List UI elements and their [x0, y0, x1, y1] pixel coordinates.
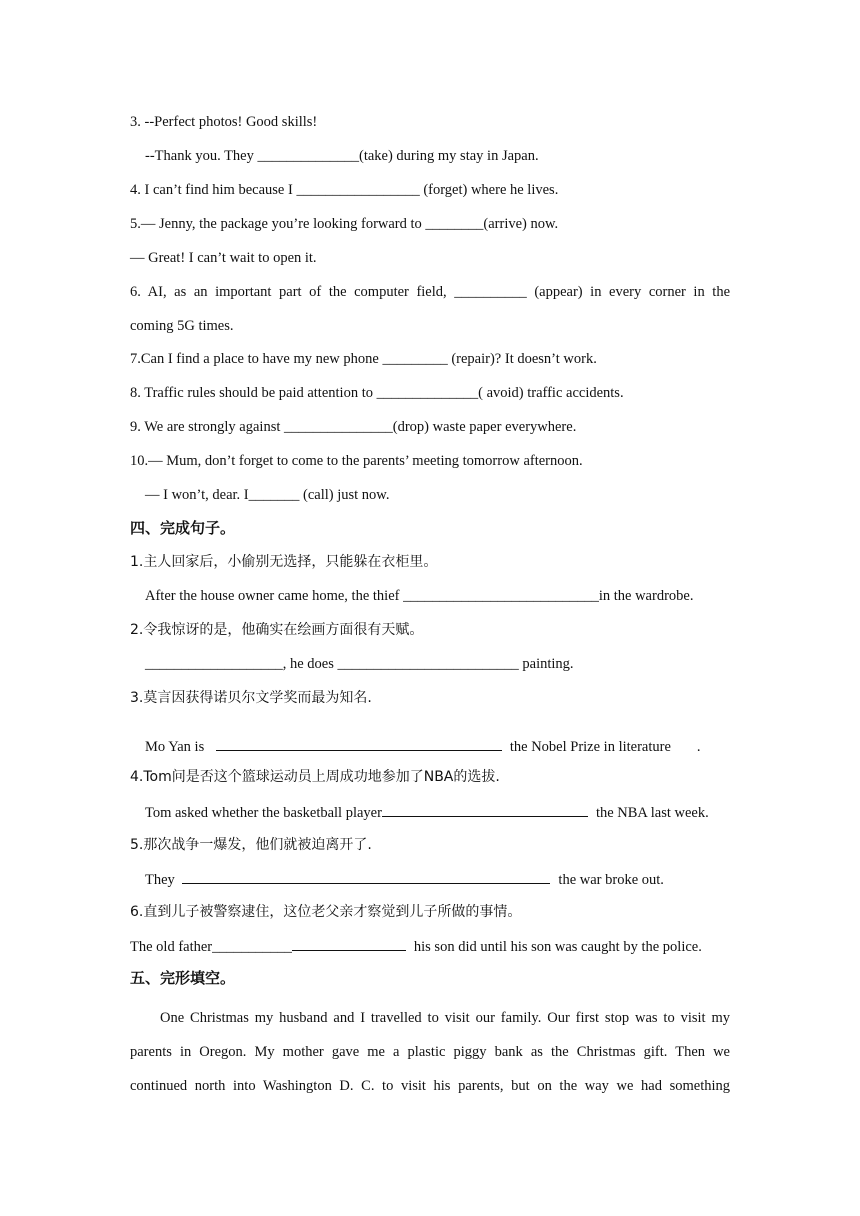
blank-q5[interactable]: ________	[425, 216, 484, 232]
blank-s2b[interactable]: _________________________	[337, 656, 519, 672]
question-5-reply: — Great! I can’t wait to open it.	[130, 250, 317, 266]
cloze-line-2: parents in Oregon. My mother gave me a plastic piggy bank as the Christmas gift. Then we	[130, 1044, 730, 1060]
blank-s2a[interactable]: ___________________	[145, 656, 283, 672]
question-6-line2: coming 5G times.	[130, 318, 234, 334]
blank-q10[interactable]: _______	[248, 487, 300, 503]
question-6-line1: 6. AI, as an important part of the computer field, __________ (appear) in every corner in the	[130, 284, 731, 300]
question-10-reply: — I won’t, dear. I_______ (call) just now.	[145, 487, 390, 503]
question-4: 4. I can’t find him because I _________________ (forget) where he lives.	[130, 182, 559, 198]
cloze-line-1: One Christmas my husband and I travelled to visit our family. Our first stop was to visit my	[160, 1010, 730, 1026]
blank-s6a[interactable]: ___________	[212, 939, 292, 955]
question-7: 7.Can I find a place to have my new phone _________ (repair)? It doesn’t work.	[130, 351, 597, 367]
question-10-prompt: 10.— Mum, don’t forget to come to the parents’ meeting tomorrow afternoon.	[130, 453, 583, 469]
section-4-heading: 四、完成句子。	[130, 519, 236, 537]
cloze-line-3: continued north into Washington D. C. to visit his parents, but on the way we had something	[130, 1078, 730, 1094]
blank-q8[interactable]: ______________	[376, 385, 479, 401]
sentence-1-english: After the house owner came home, the thief ___________________________in the wardrobe.	[145, 588, 694, 604]
blank-q6[interactable]: __________	[454, 284, 527, 300]
sentence-3-english: Mo Yan is the Nobel Prize in literature .	[145, 736, 745, 756]
blank-s4[interactable]	[382, 802, 588, 817]
sentence-5-english: They the war broke out.	[145, 869, 745, 889]
question-3-prompt: 3. --Perfect photos! Good skills!	[130, 114, 318, 130]
blank-q3[interactable]: ______________	[257, 148, 359, 164]
question-8: 8. Traffic rules should be paid attention to ______________( avoid) traffic accidents.	[130, 385, 624, 401]
blank-q9[interactable]: _______________	[284, 419, 393, 435]
sentence-2-chinese: 2.令我惊讶的是，他确实在绘画方面很有天赋。	[130, 622, 424, 638]
blank-q7[interactable]: _________	[382, 351, 448, 367]
sentence-4-chinese: 4.Tom问是否这个篮球运动员上周成功地参加了NBA的选拔.	[130, 769, 500, 785]
question-9: 9. We are strongly against _______________(drop) waste paper everywhere.	[130, 419, 577, 435]
blank-s1[interactable]: ___________________________	[403, 588, 599, 604]
section-5-heading: 五、完形填空。	[130, 969, 236, 987]
sentence-2-english: ___________________, he does _________________________ painting.	[145, 656, 574, 672]
blank-s3[interactable]	[216, 736, 502, 751]
sentence-1-chinese: 1.主人回家后，小偷别无选择，只能躲在衣柜里。	[130, 554, 438, 570]
sentence-4-english: Tom asked whether the basketball player the NBA last week.	[145, 802, 745, 822]
blank-s5[interactable]	[182, 869, 550, 884]
question-3-answer: --Thank you. They ______________(take) during my stay in Japan.	[145, 148, 539, 164]
blank-s6b[interactable]	[292, 936, 406, 951]
sentence-6-english: The old father___________ his son did until his son was caught by the police.	[130, 936, 730, 956]
question-5-prompt: 5.— Jenny, the package you’re looking forward to ________(arrive) now.	[130, 216, 559, 232]
sentence-5-chinese: 5.那次战争一爆发，他们就被迫离开了.	[130, 837, 372, 853]
sentence-3-chinese: 3.莫言因获得诺贝尔文学奖而最为知名.	[130, 690, 372, 706]
sentence-6-chinese: 6.直到儿子被警察逮住，这位老父亲才察觉到儿子所做的事情。	[130, 904, 522, 920]
blank-q4[interactable]: _________________	[296, 182, 420, 198]
